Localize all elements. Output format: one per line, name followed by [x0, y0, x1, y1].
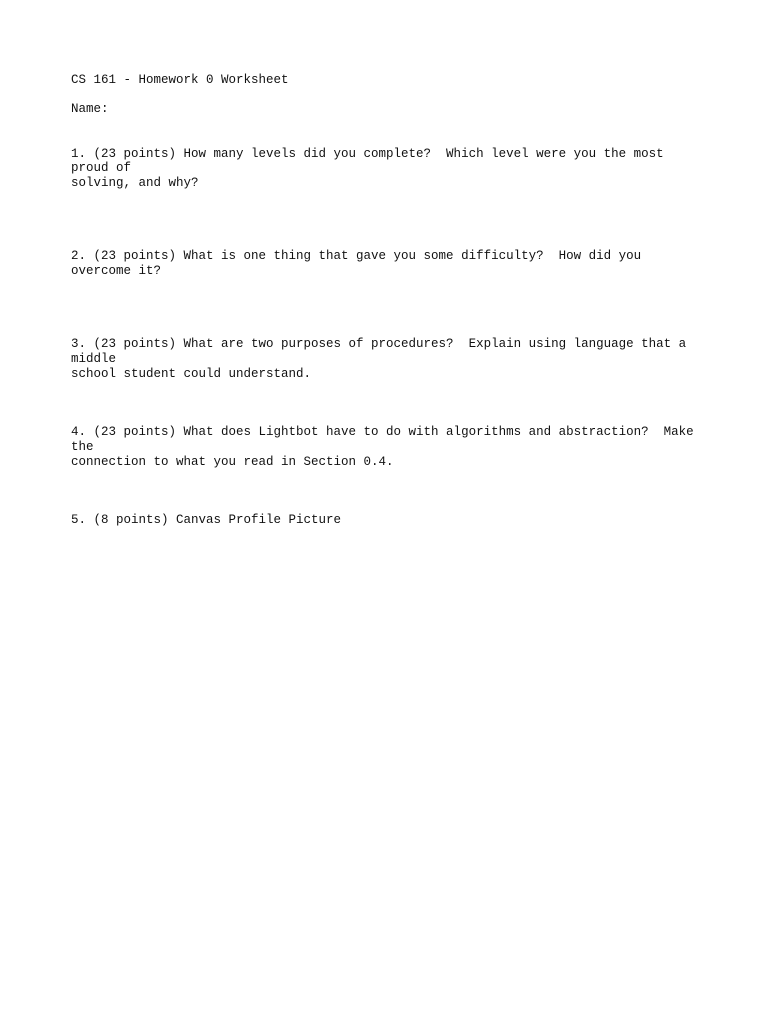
question-4-line-1: 4. (23 points) What does Lightbot have to do with algorithms and abstraction? Make: [71, 425, 694, 439]
question-3-line-1: 3. (23 points) What are two purposes of procedures? Explain using language that a: [71, 337, 687, 351]
question-5-line-1: 5. (8 points) Canvas Profile Picture: [71, 513, 342, 527]
question-3-line-3: school student could understand.: [71, 367, 312, 381]
name-label: Name:: [71, 102, 109, 116]
question-1-line-1: 1. (23 points) How many levels did you complete? Which level were you the most: [71, 147, 664, 161]
question-2-line-2: overcome it?: [71, 264, 162, 278]
question-2-line-1: 2. (23 points) What is one thing that gave you some difficulty? How did you: [71, 249, 642, 263]
question-4-line-2: the: [71, 440, 94, 454]
question-1-line-2: proud of: [71, 161, 132, 175]
page-title: CS 161 - Homework 0 Worksheet: [71, 73, 289, 87]
question-3-line-2: middle: [71, 352, 117, 366]
question-1-line-3: solving, and why?: [71, 176, 199, 190]
question-4-line-3: connection to what you read in Section 0.4.: [71, 455, 394, 469]
